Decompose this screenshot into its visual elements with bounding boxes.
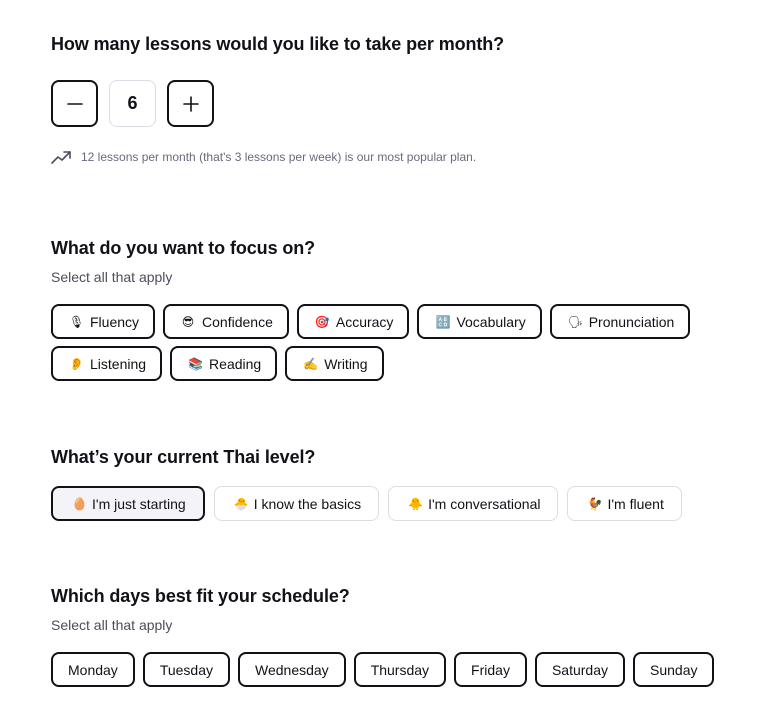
rooster-icon: 🐓 — [587, 496, 603, 511]
increment-button[interactable] — [167, 80, 214, 127]
day-friday-button[interactable]: Friday — [454, 652, 527, 687]
level-option-conversational[interactable] — [388, 486, 558, 521]
chip-label: Listening — [90, 355, 147, 372]
target-icon: 🎯 — [314, 314, 330, 329]
trending-up-icon — [51, 150, 72, 164]
focus-options-row-1 — [51, 304, 690, 339]
chip-label: Writing — [324, 355, 368, 372]
focus-question-subtitle: Select all that apply — [51, 269, 173, 285]
chip-label: Reading — [209, 355, 262, 372]
focus-chip-pronunciation[interactable] — [550, 304, 691, 339]
egg-icon: 🥚 — [72, 496, 87, 511]
lessons-question-title: How many lessons would you like to take per month? — [51, 34, 505, 54]
day-sunday-button[interactable]: Sunday — [633, 652, 714, 687]
day-options — [51, 652, 714, 687]
chip-label: Accuracy — [335, 313, 394, 330]
focus-chip-confidence[interactable] — [163, 304, 289, 339]
minus-icon — [66, 95, 84, 113]
writing-hand-icon: ✍️ — [303, 356, 319, 371]
sunglasses-face-icon: 😎 — [181, 314, 195, 329]
day-monday-button[interactable]: Monday — [51, 652, 135, 687]
books-icon: 📚 — [188, 356, 203, 371]
level-option-just-starting[interactable] — [51, 486, 205, 521]
focus-options-row-2 — [51, 346, 384, 381]
option-label: I know the basics — [253, 495, 362, 512]
popular-plan-hint — [51, 150, 476, 164]
day-wednesday-button[interactable]: Wednesday — [238, 652, 346, 687]
chip-label: Vocabulary — [456, 313, 526, 330]
speaking-head-icon: 🗣 — [567, 314, 583, 329]
hatching-chick-icon: 🐣 — [233, 496, 249, 511]
level-question-title: What’s your current Thai level? — [51, 447, 316, 467]
chip-label: Confidence — [202, 313, 273, 330]
decrement-button[interactable] — [51, 80, 98, 127]
focus-chip-vocabulary[interactable] — [417, 304, 541, 339]
chick-icon: 🐥 — [408, 496, 424, 511]
microphone-icon: 🎙 — [69, 314, 85, 329]
letters-icon: 🔠 — [435, 314, 451, 329]
day-thursday-button[interactable]: Thursday — [354, 652, 446, 687]
focus-chip-writing[interactable] — [285, 346, 383, 381]
schedule-question-subtitle: Select all that apply — [51, 617, 173, 633]
option-label: I'm conversational — [428, 495, 541, 512]
level-option-fluent[interactable] — [567, 486, 681, 521]
level-option-basics[interactable] — [214, 486, 379, 521]
option-label: I'm just starting — [92, 495, 186, 512]
schedule-question-title: Which days best fit your schedule? — [51, 586, 350, 606]
ear-icon: 👂 — [69, 356, 84, 371]
popular-plan-hint-text: 12 lessons per month (that's 3 lessons per week) is our most popular plan. — [81, 150, 477, 164]
focus-chip-accuracy[interactable] — [297, 304, 410, 339]
option-label: I'm fluent — [607, 495, 664, 512]
lessons-stepper — [51, 80, 214, 127]
plus-icon — [182, 95, 200, 113]
focus-question-title: What do you want to focus on? — [51, 238, 316, 258]
level-options — [51, 486, 682, 521]
focus-chip-listening[interactable] — [51, 346, 162, 381]
lessons-count-value: 6 — [109, 80, 156, 127]
focus-chip-fluency[interactable] — [51, 304, 155, 339]
chip-label: Fluency — [90, 313, 140, 330]
day-saturday-button[interactable]: Saturday — [535, 652, 625, 687]
day-tuesday-button[interactable]: Tuesday — [143, 652, 230, 687]
chip-label: Pronunciation — [588, 313, 675, 330]
focus-chip-reading[interactable] — [170, 346, 277, 381]
